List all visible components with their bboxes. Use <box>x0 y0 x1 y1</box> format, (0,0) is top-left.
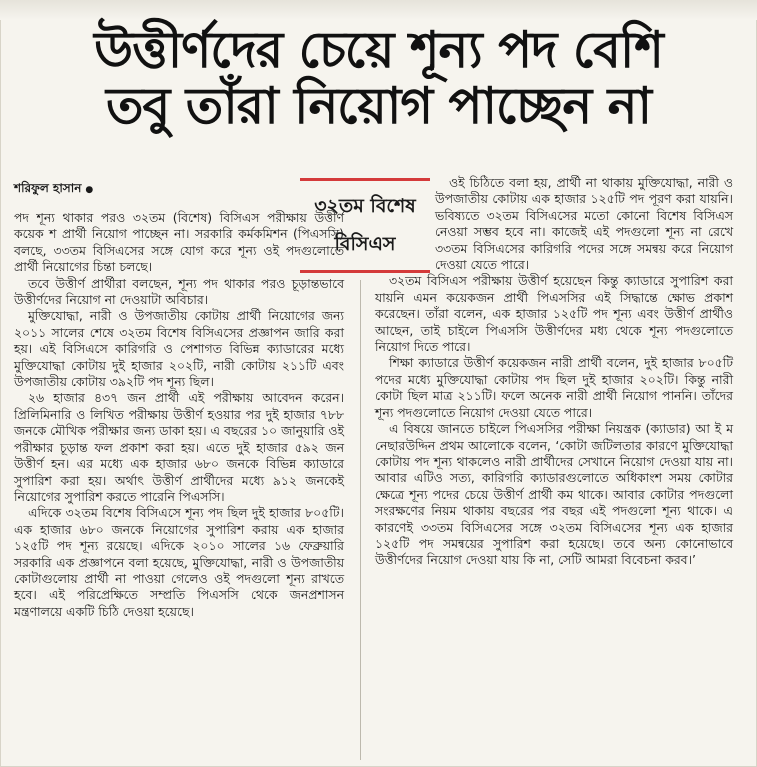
article-column-right <box>375 175 733 569</box>
column-divider <box>360 280 361 760</box>
author-name: শরিফুল হাসান <box>14 181 82 195</box>
paragraph: ৩২তম বিসিএস পরীক্ষায় উত্তীর্ণ হয়েছেন কিন্তু ক্যাডারে সুপারিশ করা যায়নি এমন কয়েকজন প্রার্থী পিএসসির এই সিদ্ধান্তে ক্ষোভ প্রকাশ করেছেন। তাঁরা বলেন, এক হাজার ১২৫টি পদ শূন্য এবং উত্তীর্ণ প্রার্থীও আছেন, তাই চাইলে পিএসসি উত্তীর্ণদের মধ্য থেকে শূন্য পদগুলোতে নিয়োগ দিতে পারে। <box>375 273 733 355</box>
article-column-left <box>14 210 344 620</box>
paragraph: তবে উত্তীর্ণ প্রার্থীরা বলছেন, শূন্য পদ থাকার পরও চূড়ান্তভাবে উত্তীর্ণদের নিয়োগ না দেওয়াটা অবিচার। <box>14 275 344 308</box>
headline-line-2: তবু তাঁরা নিয়োগ পাচ্ছেন না <box>105 77 651 135</box>
page-edge <box>0 0 757 20</box>
paragraph: মুক্তিযোদ্ধা, নারী ও উপজাতীয় কোটায় প্রার্থী নিয়োগের জন্য ২০১১ সালের শেষে ৩২তম বিশেষ বিসিএসের প্রজ্ঞাপন জারি করা হয়। এই বিসিএসে কারিগরি ও পেশাগত বিভিন্ন ক্যাডারের মধ্যে মুক্তিযোদ্ধা কোটায় দুই হাজার ২০২টি, নারী কোটায় ২১১টি এবং উপজাতীয় কোটায় ৩৯২টি পদ শূন্য ছিল। <box>14 308 344 390</box>
headline-line-1: উত্তীর্ণদের চেয়ে শূন্য পদ বেশি <box>94 21 663 79</box>
paragraph: ২৬ হাজার ৪৩৭ জন প্রার্থী এই পরীক্ষায় আবেদন করেন। প্রিলিমিনারি ও লিখিত পরীক্ষায় উত্তীর্ণ হওয়ার পর দুই হাজার ৭৮৮ জনকে মৌখিক পরীক্ষার জন্য ডাকা হয়। এ বছরের ১০ জানুয়ারি ওই পরীক্ষার চূড়ান্ত ফল প্রকাশ করা হয়। এতে দুই হাজার ৫৯২ জন উত্তীর্ণ হন। এর মধ্যে এক হাজার ৬৮০ জনকে বিভিন্ন ক্যাডারে সুপারিশ করা হয়। অর্থাৎ উত্তীর্ণ প্রার্থীদের মধ্যে ৯১২ জনকেই নিয়োগের সুপারিশ করতে পারেনি পিএসসি। <box>14 390 344 504</box>
sidebox-line-1: ৩২তম বিশেষ <box>314 195 416 217</box>
paragraph: পদ শূন্য থাকার পরও ৩২তম (বিশেষ) বিসিএস পরীক্ষায় উত্তীর্ণ কয়েক শ প্রার্থী নিয়োগ পাচ্ছেন না। সরকারি কর্মকমিশন (পিএসসি) বলছে, ৩৩তম বিসিএসের সঙ্গে যোগ করে শূন্য ওই পদগুলোতে প্রার্থী নিয়োগের চিন্তা চলছে। <box>14 210 344 275</box>
byline <box>14 180 93 200</box>
byline-bullet-icon: ● <box>85 185 94 195</box>
paragraph: এ বিষয়ে জানতে চাইলে পিএসসির পরীক্ষা নিয়ন্ত্রক (ক্যাডার) আ ই ম নেছারউদ্দিন প্রথম আলোকে বলেন, ‘কোটা জটিলতার কারণে মুক্তিযোদ্ধা কোটায় পদ শূন্য থাকলেও নারী প্রার্থীদের সেখানে নিয়োগ দেওয়া যায় না। আবার এটিও সত্য, কারিগরি ক্যাডারগুলোতে অধিকাংশ সময় কোটার ক্ষেত্রে শূন্য পদের চেয়ে উত্তীর্ণ প্রার্থী কম থাকে। আবার কোটার পদগুলো সংরক্ষণের নিয়ম থাকায় বছরের পর বছর এই পদগুলো শূন্য থাকে। এ কারণেই ৩৩তম বিসিএসের সঙ্গে ৩২তম বিসিএসের শূন্য এক হাজার ১২৫টি পদ সমন্বয়ের সুপারিশ করা হয়েছে। তবে অন্য কোনোভাবে উত্তীর্ণদের নিয়োগ দেওয়া যায় কি না, সেটি আমরা বিবেচনা করব।’ <box>375 421 733 568</box>
paragraph: এদিকে ৩২তম বিশেষ বিসিএসে শূন্য পদ ছিল দুই হাজার ৮০৫টি। এক হাজার ৬৮০ জনকে নিয়োগের সুপারিশ করায় এক হাজার ১২৫টি পদ শূন্য রয়েছে। এদিকে ২০১০ সালের ১৬ ফেব্রুয়ারি সরকারি এক প্রজ্ঞাপনে বলা হয়েছে, মুক্তিযোদ্ধা, নারী ও উপজাতীয় কোটাগুলোয় প্রার্থী না পাওয়া গেলেও ওই পদগুলো শূন্য রাখতে হবে। এই পরিপ্রেক্ষিতে সম্প্রতি পিএসসি থেকে জনপ্রশাসন মন্ত্রণালয়ে একটি চিঠি দেওয়া হয়েছে। <box>14 505 344 619</box>
paragraph: শিক্ষা ক্যাডারে উত্তীর্ণ কয়েকজন নারী প্রার্থী বলেন, দুই হাজার ৮০৫টি পদের মধ্যে মুক্তিযোদ্ধা কোটায় পদ ছিল দুই হাজার ২০২টি। কিন্তু নারী কোটা ছিল মাত্র ২১১টি। ফলে অনেক নারী প্রার্থী নিয়োগ পাননি। তাঁদের শূন্য পদগুলোতে নিয়োগ দেওয়া যেতে পারে। <box>375 355 733 420</box>
paragraph: ওই চিঠিতে বলা হয়, প্রার্থী না থাকায় মুক্তিযোদ্ধা, নারী ও উপজাতীয় কোটায় এক হাজার ১২৫টি পদ পূরণ করা যায়নি। ভবিষ্যতে ৩২তম বিসিএসের মতো কোনো বিশেষ বিসিএস নেওয়া সম্ভব হবে না। কাজেই এই পদগুলো শূন্য না রেখে ৩৩তম বিসিএসের কারিগরি পদের সঙ্গে সমন্বয় করে নিয়োগ দেওয়া যেতে পারে। <box>435 175 733 273</box>
sidebox-line-2: বিসিএস <box>334 233 396 255</box>
headline <box>0 22 757 134</box>
